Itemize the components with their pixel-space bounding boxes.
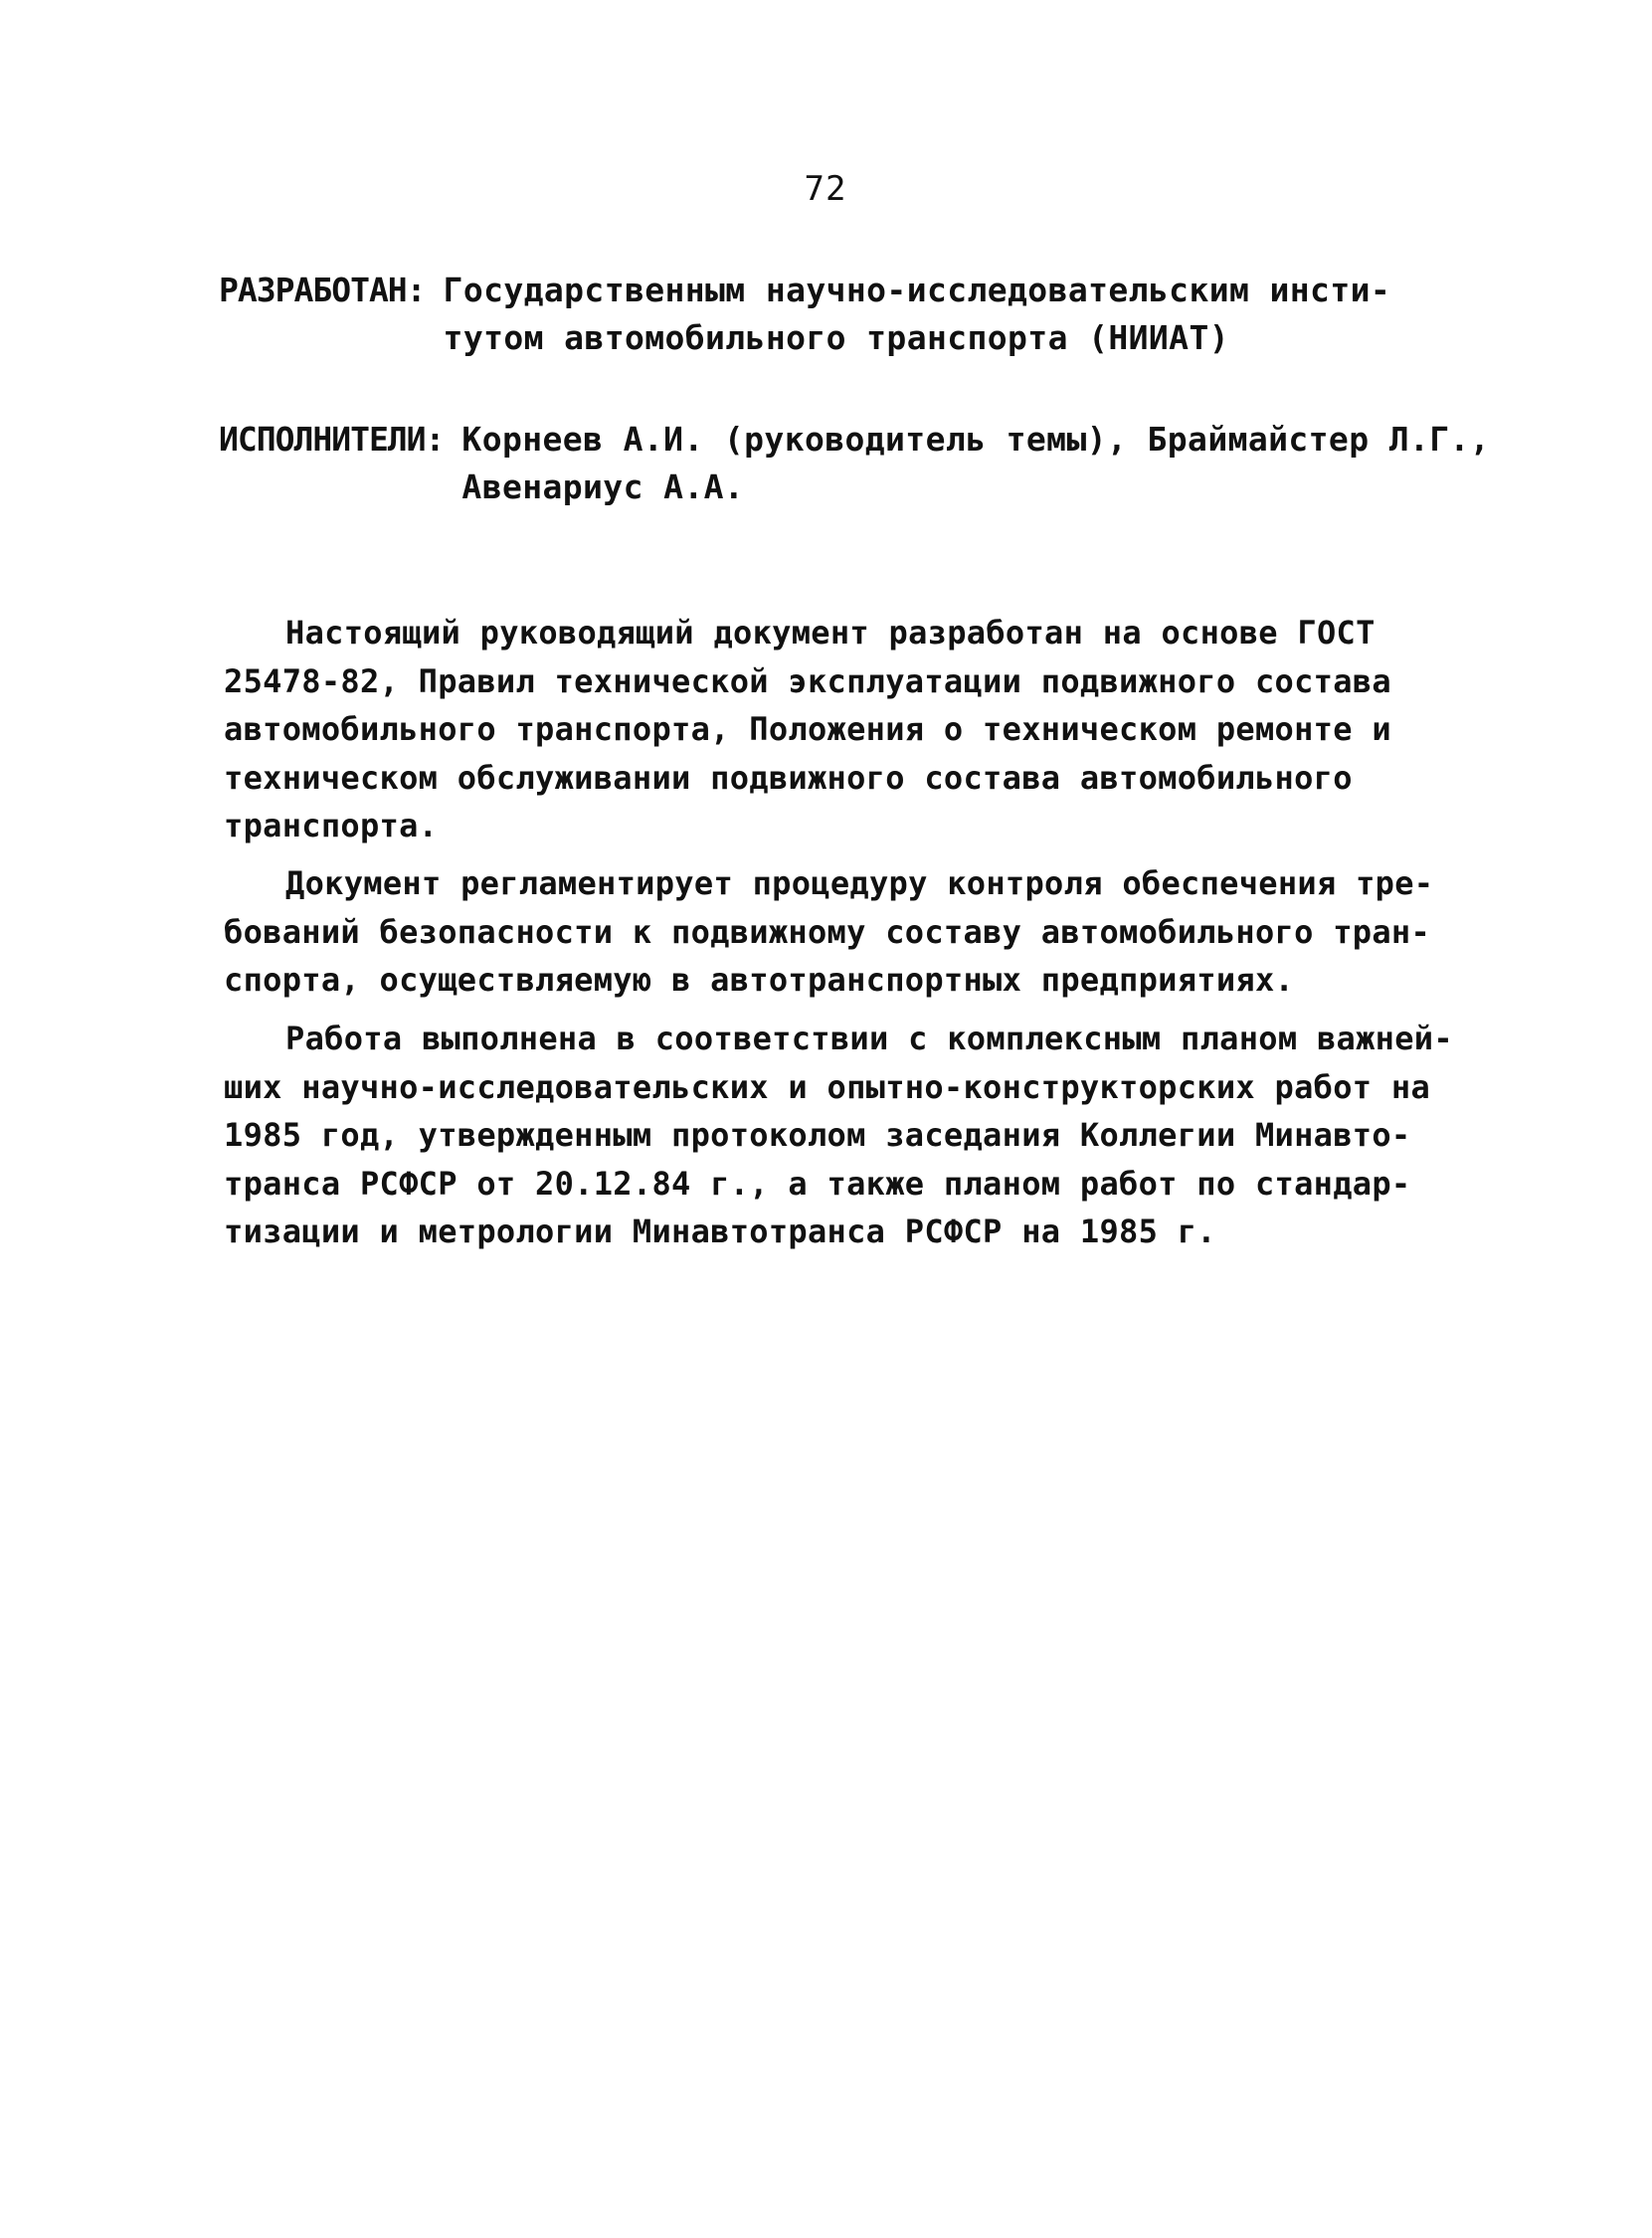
paragraph-line: Настоящий руководящий документ разработан на основе ГОСТ [285,614,1376,652]
developed-by-block [219,267,1442,362]
developed-by-label: РАЗРАБОТАН: [219,271,426,309]
paragraph-line: спорта, осуществляемую в автотранспортных предприятиях. [224,961,1295,999]
executors-line: Авенариус А.А. [461,467,745,506]
paragraph-basis [224,609,1477,850]
paragraph-line: автомобильного транспорта, Положения о техническом ремонте и [224,710,1391,748]
developed-by-line: тутом автомобильного транспорта (НИИАТ) [443,318,1229,357]
developed-by-value [444,267,1391,362]
page-number: 72 [804,169,847,209]
paragraph-plan [224,1015,1477,1256]
paragraph-line: Документ регламентирует процедуру контроля обеспечения тре- [285,864,1434,902]
paragraph-line: бований безопасности к подвижному составу автомобильного тран- [224,912,1431,951]
paragraph-line: транспорта. [224,807,439,844]
paragraph-line: 25478-82, Правил технической эксплуатации подвижного состава [224,661,1391,700]
paragraph-line: транса РСФСР от 20.12.84 г., а также планом работ по стандар- [224,1164,1411,1203]
paragraph-line: тизации и метрологии Минавтотранса РСФСР на 1985 г. [224,1212,1216,1250]
executors-line: Корнеев А.И. (руководитель темы), Браймайстер Л.Г., [461,420,1491,459]
paragraph-line: ших научно-исследовательских и опытно-конструкторских работ на [224,1067,1431,1106]
paragraph-line: 1985 год, утвержденным протоколом заседания Коллегии Минавто- [224,1116,1411,1154]
executors-label: ИСПОЛНИТЕЛИ: [219,420,445,459]
executors-block [219,416,1512,511]
paragraph-line: техническом обслуживании подвижного состава автомобильного [224,758,1353,797]
developed-by-line: Государственным научно-исследовательским инсти- [443,271,1391,309]
paragraph-scope [224,859,1477,1005]
executors-value [461,416,1490,511]
paragraph-line: Работа выполнена в соответствии с комплексным планом важней- [285,1020,1453,1057]
